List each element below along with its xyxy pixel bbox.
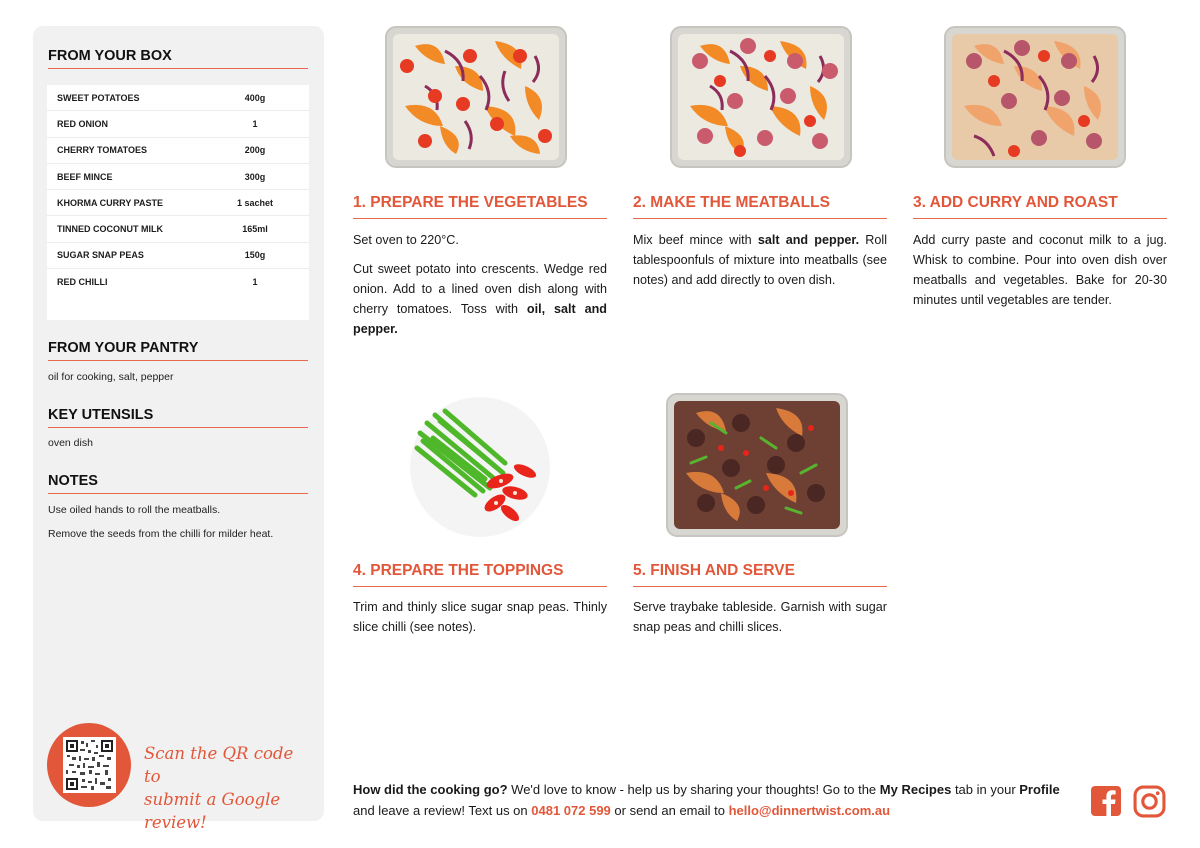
footer-review-text [353, 779, 1083, 821]
ingredient-qty: 165ml [242, 224, 268, 235]
step-5-photo [666, 393, 848, 537]
step-1-title: 1. PREPARE THE VEGETABLES [353, 194, 607, 219]
step-2-title: 2. MAKE THE MEATBALLS [633, 194, 887, 219]
qr-code[interactable] [63, 737, 116, 793]
ingredient-name: RED CHILLI [57, 277, 108, 288]
ingredient-row [47, 190, 309, 216]
utensils-text: oven dish [48, 437, 93, 449]
step-text-part: Cut sweet potato into crescents. Wedge red onion. Add to a lined oven dish along with cherry tomatoes. Toss with [353, 262, 607, 316]
ingredient-qty: 300g [244, 171, 266, 182]
ingredient-name: CHERRY TOMATOES [57, 145, 148, 156]
ingredient-name: RED ONION [57, 118, 109, 129]
step-1-photo [385, 26, 567, 168]
footer-text-part: We'd love to know - help us by sharing your thoughts! Go to the [507, 782, 880, 797]
step-2-body [633, 230, 887, 299]
ingredient-row [47, 111, 309, 137]
ingredient-qty: 1 [252, 277, 258, 288]
notes-title: NOTES [48, 473, 308, 494]
sidebar [33, 26, 324, 832]
ingredient-row [47, 164, 309, 190]
step-5-title: 5. FINISH AND SERVE [633, 562, 887, 587]
step-3-body [913, 230, 1167, 319]
qr-badge [47, 723, 131, 807]
ingredient-qty: 1 [252, 118, 258, 129]
step-text [633, 230, 887, 290]
step-2-photo [670, 26, 852, 168]
ingredient-name: BEEF MINCE [57, 171, 113, 182]
ingredient-name: SWEET POTATOES [57, 92, 140, 103]
step-1-body [353, 230, 607, 348]
pantry-title: FROM YOUR PANTRY [48, 340, 308, 361]
phone-link[interactable]: 0481 072 599 [531, 803, 611, 818]
note-item: Remove the seeds from the chilli for milder heat. [48, 528, 274, 540]
ingredient-name: TINNED COCONUT MILK [57, 224, 163, 235]
email-link[interactable]: hello@dinnertwist.com.au [728, 803, 891, 818]
ingredient-row [47, 85, 309, 111]
utensils-title: KEY UTENSILS [48, 407, 308, 428]
ingredient-name: KHORMA CURRY PASTE [57, 197, 164, 208]
ingredient-row [47, 269, 309, 295]
step-4-body [353, 597, 607, 646]
pantry-text: oil for cooking, salt, pepper [48, 371, 174, 383]
ingredient-qty: 200g [244, 145, 266, 156]
ingredient-qty: 400g [244, 92, 266, 103]
note-item: Use oiled hands to roll the meatballs. [48, 504, 221, 516]
step-text-part: Roll tablespoonfuls of mixture into meatballs (see notes) and add directly to oven dish. [633, 233, 887, 287]
from-your-box-title: FROM YOUR BOX [48, 48, 308, 69]
step-text-part: Mix beef mince with [633, 233, 758, 247]
step-text [353, 259, 607, 339]
step-3-photo [944, 26, 1126, 168]
ingredient-qty: 1 sachet [236, 197, 274, 208]
ingredient-qty: 150g [244, 250, 266, 261]
qr-caption-line: Scan the QR code to [144, 744, 294, 786]
step-4-photo [405, 393, 555, 538]
profile-link[interactable]: Profile [1019, 782, 1060, 797]
step-text: Serve traybake tableside. Garnish with sugar snap peas and chilli slices. [633, 600, 887, 634]
ingredient-row [47, 243, 309, 269]
qr-caption-line: submit a Google review! [144, 790, 281, 832]
qr-caption [144, 742, 309, 834]
footer-text-part: or send an email to [610, 803, 729, 818]
step-text: Set oven to 220°C. [353, 233, 459, 247]
ingredient-name: SUGAR SNAP PEAS [57, 250, 144, 261]
facebook-icon[interactable] [1090, 785, 1122, 817]
footer-text-part: tab in your [951, 782, 1020, 797]
footer-text-part: and leave a review! Text us on [353, 803, 532, 818]
ingredient-row [47, 138, 309, 164]
step-5-body [633, 597, 887, 646]
step-text: Trim and thinly slice sugar snap peas. Thinly slice chilli (see notes). [353, 600, 607, 634]
ingredient-row [47, 216, 309, 242]
step-text: Add curry paste and coconut milk to a jug. Whisk to combine. Pour into oven dish over meatballs and vegetables. Bake for 20-30 minutes until vegetables are tender. [913, 233, 1167, 307]
step-text-bold: oil, salt and pepper. [353, 302, 607, 336]
step-text-bold: salt and pepper. [757, 233, 860, 247]
instagram-icon[interactable] [1133, 785, 1166, 818]
my-recipes-link[interactable]: My Recipes [879, 782, 952, 797]
step-3-title: 3. ADD CURRY AND ROAST [913, 194, 1167, 219]
ingredients-table [47, 85, 309, 320]
step-4-title: 4. PREPARE THE TOPPINGS [353, 562, 607, 587]
footer-question: How did the cooking go? [353, 782, 508, 797]
